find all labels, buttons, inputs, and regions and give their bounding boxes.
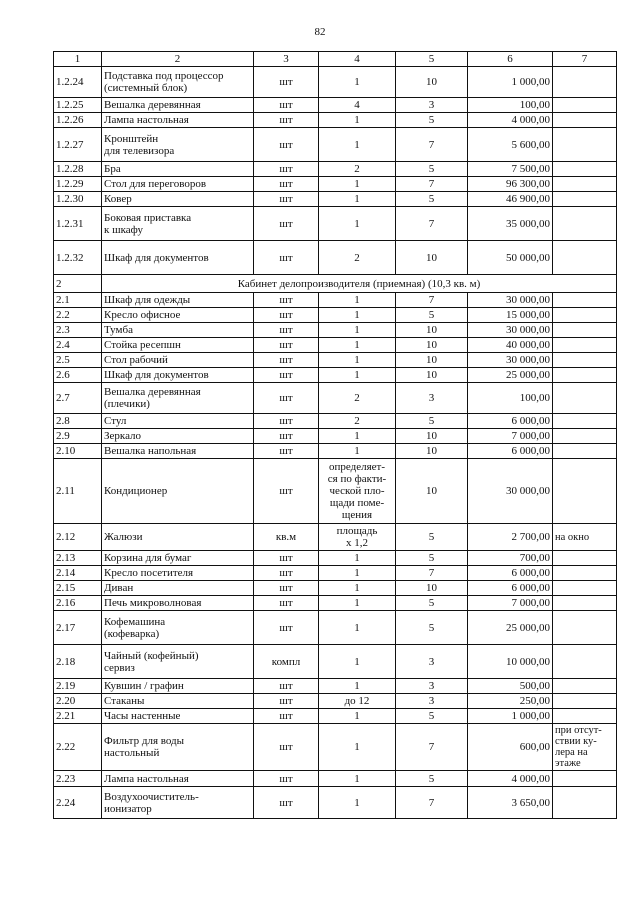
cell-note xyxy=(553,444,617,459)
cell-qty: 2 xyxy=(319,383,396,414)
cell-num: 1.2.31 xyxy=(54,207,102,241)
cell-price: 25 000,00 xyxy=(468,368,553,383)
cell-note xyxy=(553,787,617,819)
cell-qty: 1 xyxy=(319,368,396,383)
cell-num: 2.13 xyxy=(54,551,102,566)
cell-note xyxy=(553,368,617,383)
cell-name: Стол для переговоров xyxy=(102,177,254,192)
table-row xyxy=(54,596,617,611)
cell-note xyxy=(553,128,617,162)
cell-price: 5 600,00 xyxy=(468,128,553,162)
cell-price: 30 000,00 xyxy=(468,459,553,524)
cell-name: Стул xyxy=(102,414,254,429)
table-row xyxy=(54,444,617,459)
cell-name: Кресло офисное xyxy=(102,308,254,323)
table-row xyxy=(54,162,617,177)
cell-num: 2.1 xyxy=(54,293,102,308)
cell-name: Шкаф для документов xyxy=(102,241,254,275)
cell-unit: шт xyxy=(254,177,319,192)
cell-num: 2.19 xyxy=(54,679,102,694)
cell-years: 7 xyxy=(396,207,468,241)
cell-note xyxy=(553,771,617,787)
section-row xyxy=(54,275,617,293)
cell-unit: шт xyxy=(254,596,319,611)
table-row xyxy=(54,241,617,275)
column-header: 6 xyxy=(468,52,553,67)
cell-num: 2.8 xyxy=(54,414,102,429)
cell-num: 1.2.28 xyxy=(54,162,102,177)
cell-price: 7 500,00 xyxy=(468,162,553,177)
cell-qty: 1 xyxy=(319,679,396,694)
cell-note xyxy=(553,353,617,368)
cell-price: 10 000,00 xyxy=(468,645,553,679)
cell-note xyxy=(553,709,617,724)
cell-qty: 1 xyxy=(319,207,396,241)
cell-note xyxy=(553,645,617,679)
cell-qty: 1 xyxy=(319,192,396,207)
cell-years: 3 xyxy=(396,383,468,414)
cell-price: 96 300,00 xyxy=(468,177,553,192)
cell-qty: 1 xyxy=(319,293,396,308)
cell-num: 2.22 xyxy=(54,724,102,771)
cell-price: 30 000,00 xyxy=(468,323,553,338)
cell-price: 6 000,00 xyxy=(468,414,553,429)
cell-price: 100,00 xyxy=(468,98,553,113)
cell-years: 10 xyxy=(396,353,468,368)
cell-unit: шт xyxy=(254,694,319,709)
column-header: 1 xyxy=(54,52,102,67)
cell-unit: шт xyxy=(254,414,319,429)
table-row xyxy=(54,128,617,162)
table-row xyxy=(54,207,617,241)
cell-price: 6 000,00 xyxy=(468,566,553,581)
cell-unit: шт xyxy=(254,338,319,353)
cell-years: 10 xyxy=(396,323,468,338)
cell-name: Вешалка напольная xyxy=(102,444,254,459)
cell-unit: шт xyxy=(254,771,319,787)
cell-num: 1.2.25 xyxy=(54,98,102,113)
table-row xyxy=(54,724,617,771)
cell-name: Жалюзи xyxy=(102,524,254,551)
section-number: 2 xyxy=(54,275,102,293)
table-row xyxy=(54,694,617,709)
cell-qty: 1 xyxy=(319,566,396,581)
cell-name: Печь микроволновая xyxy=(102,596,254,611)
cell-years: 10 xyxy=(396,444,468,459)
cell-unit: шт xyxy=(254,128,319,162)
cell-price: 500,00 xyxy=(468,679,553,694)
cell-price: 50 000,00 xyxy=(468,241,553,275)
cell-num: 2.4 xyxy=(54,338,102,353)
cell-years: 7 xyxy=(396,787,468,819)
cell-price: 700,00 xyxy=(468,551,553,566)
cell-unit: шт xyxy=(254,709,319,724)
cell-qty: 1 xyxy=(319,596,396,611)
column-header: 7 xyxy=(553,52,617,67)
cell-price: 46 900,00 xyxy=(468,192,553,207)
cell-qty: 1 xyxy=(319,113,396,128)
cell-qty: 1 xyxy=(319,724,396,771)
cell-name: Вешалка деревянная (плечики) xyxy=(102,383,254,414)
cell-num: 2.23 xyxy=(54,771,102,787)
cell-years: 7 xyxy=(396,724,468,771)
cell-years: 5 xyxy=(396,771,468,787)
cell-price: 6 000,00 xyxy=(468,444,553,459)
cell-price: 25 000,00 xyxy=(468,611,553,645)
cell-price: 7 000,00 xyxy=(468,429,553,444)
cell-name: Лампа настольная xyxy=(102,771,254,787)
cell-note xyxy=(553,694,617,709)
table-row xyxy=(54,414,617,429)
cell-note xyxy=(553,338,617,353)
cell-years: 10 xyxy=(396,338,468,353)
table-row xyxy=(54,383,617,414)
cell-num: 1.2.32 xyxy=(54,241,102,275)
table-row xyxy=(54,113,617,128)
cell-unit: шт xyxy=(254,459,319,524)
cell-unit: шт xyxy=(254,207,319,241)
cell-num: 2.9 xyxy=(54,429,102,444)
cell-note xyxy=(553,566,617,581)
cell-unit: шт xyxy=(254,241,319,275)
cell-note xyxy=(553,581,617,596)
cell-num: 2.6 xyxy=(54,368,102,383)
cell-note xyxy=(553,192,617,207)
cell-qty: 2 xyxy=(319,162,396,177)
table-row xyxy=(54,429,617,444)
cell-price: 30 000,00 xyxy=(468,353,553,368)
table-row xyxy=(54,293,617,308)
cell-price: 40 000,00 xyxy=(468,338,553,353)
cell-price: 3 650,00 xyxy=(468,787,553,819)
cell-unit: кв.м xyxy=(254,524,319,551)
cell-years: 10 xyxy=(396,581,468,596)
cell-years: 7 xyxy=(396,177,468,192)
cell-unit: шт xyxy=(254,566,319,581)
cell-name: Ковер xyxy=(102,192,254,207)
cell-name: Фильтр для воды настольный xyxy=(102,724,254,771)
cell-qty: 1 xyxy=(319,323,396,338)
cell-years: 3 xyxy=(396,98,468,113)
cell-price: 4 000,00 xyxy=(468,771,553,787)
cell-name: Кресло посетителя xyxy=(102,566,254,581)
cell-unit: шт xyxy=(254,308,319,323)
table-row xyxy=(54,771,617,787)
cell-years: 10 xyxy=(396,459,468,524)
cell-num: 2.2 xyxy=(54,308,102,323)
cell-years: 5 xyxy=(396,611,468,645)
column-header: 5 xyxy=(396,52,468,67)
table-row xyxy=(54,368,617,383)
table-row xyxy=(54,308,617,323)
cell-qty: определяет- ся по факти- ческой пло- щади поме- щения xyxy=(319,459,396,524)
table-row xyxy=(54,611,617,645)
cell-qty: 1 xyxy=(319,429,396,444)
cell-note xyxy=(553,323,617,338)
cell-qty: 2 xyxy=(319,414,396,429)
cell-note xyxy=(553,459,617,524)
cell-unit: шт xyxy=(254,383,319,414)
cell-name: Воздухоочиститель- ионизатор xyxy=(102,787,254,819)
cell-qty: 1 xyxy=(319,709,396,724)
cell-num: 2.20 xyxy=(54,694,102,709)
cell-name: Боковая приставка к шкафу xyxy=(102,207,254,241)
cell-name: Бра xyxy=(102,162,254,177)
cell-qty: 1 xyxy=(319,177,396,192)
cell-note: при отсут- ствии ку- лера на этаже xyxy=(553,724,617,771)
table-row xyxy=(54,645,617,679)
cell-years: 5 xyxy=(396,162,468,177)
cell-unit: шт xyxy=(254,323,319,338)
cell-price: 100,00 xyxy=(468,383,553,414)
column-number-row xyxy=(54,52,617,67)
cell-note xyxy=(553,67,617,98)
cell-unit: шт xyxy=(254,551,319,566)
table-row xyxy=(54,192,617,207)
cell-num: 2.16 xyxy=(54,596,102,611)
cell-note xyxy=(553,414,617,429)
cell-note: на окно xyxy=(553,524,617,551)
cell-name: Шкаф для документов xyxy=(102,368,254,383)
cell-num: 2.12 xyxy=(54,524,102,551)
cell-unit: шт xyxy=(254,162,319,177)
cell-qty: 1 xyxy=(319,581,396,596)
cell-num: 2.21 xyxy=(54,709,102,724)
cell-name: Кофемашина (кофеварка) xyxy=(102,611,254,645)
table-row xyxy=(54,551,617,566)
cell-years: 3 xyxy=(396,694,468,709)
cell-note xyxy=(553,611,617,645)
cell-note xyxy=(553,596,617,611)
cell-unit: шт xyxy=(254,611,319,645)
cell-name: Кондиционер xyxy=(102,459,254,524)
cell-price: 4 000,00 xyxy=(468,113,553,128)
cell-name: Лампа настольная xyxy=(102,113,254,128)
table-row xyxy=(54,353,617,368)
cell-num: 2.18 xyxy=(54,645,102,679)
cell-num: 1.2.27 xyxy=(54,128,102,162)
cell-unit: шт xyxy=(254,113,319,128)
cell-num: 2.3 xyxy=(54,323,102,338)
furniture-norms-table xyxy=(53,51,617,819)
table-row xyxy=(54,323,617,338)
cell-years: 3 xyxy=(396,679,468,694)
cell-unit: шт xyxy=(254,724,319,771)
cell-note xyxy=(553,383,617,414)
cell-years: 5 xyxy=(396,113,468,128)
cell-name: Вешалка деревянная xyxy=(102,98,254,113)
cell-num: 2.11 xyxy=(54,459,102,524)
cell-qty: 1 xyxy=(319,338,396,353)
cell-qty: 1 xyxy=(319,128,396,162)
cell-num: 2.24 xyxy=(54,787,102,819)
cell-price: 2 700,00 xyxy=(468,524,553,551)
cell-years: 5 xyxy=(396,524,468,551)
cell-unit: шт xyxy=(254,368,319,383)
cell-price: 1 000,00 xyxy=(468,67,553,98)
cell-note xyxy=(553,308,617,323)
cell-note xyxy=(553,177,617,192)
cell-years: 5 xyxy=(396,308,468,323)
column-header: 3 xyxy=(254,52,319,67)
column-header: 4 xyxy=(319,52,396,67)
cell-years: 10 xyxy=(396,67,468,98)
cell-unit: шт xyxy=(254,679,319,694)
cell-qty: площадь х 1,2 xyxy=(319,524,396,551)
cell-years: 5 xyxy=(396,192,468,207)
cell-note xyxy=(553,293,617,308)
table-row xyxy=(54,524,617,551)
cell-name: Кувшин / графин xyxy=(102,679,254,694)
cell-qty: 4 xyxy=(319,98,396,113)
cell-name: Тумба xyxy=(102,323,254,338)
cell-unit: компл xyxy=(254,645,319,679)
cell-note xyxy=(553,429,617,444)
cell-unit: шт xyxy=(254,444,319,459)
cell-qty: 1 xyxy=(319,645,396,679)
cell-qty: до 12 xyxy=(319,694,396,709)
cell-unit: шт xyxy=(254,353,319,368)
cell-price: 1 000,00 xyxy=(468,709,553,724)
table-row xyxy=(54,679,617,694)
section-title: Кабинет делопроизводителя (приемная) (10,3 кв. м) xyxy=(102,275,617,293)
cell-name: Стол рабочий xyxy=(102,353,254,368)
cell-years: 5 xyxy=(396,596,468,611)
cell-years: 7 xyxy=(396,293,468,308)
table-row xyxy=(54,787,617,819)
cell-price: 6 000,00 xyxy=(468,581,553,596)
cell-note xyxy=(553,113,617,128)
cell-num: 1.2.24 xyxy=(54,67,102,98)
cell-price: 600,00 xyxy=(468,724,553,771)
cell-name: Стойка ресепшн xyxy=(102,338,254,353)
cell-years: 3 xyxy=(396,645,468,679)
cell-years: 5 xyxy=(396,709,468,724)
cell-name: Стаканы xyxy=(102,694,254,709)
cell-qty: 1 xyxy=(319,787,396,819)
cell-price: 35 000,00 xyxy=(468,207,553,241)
table-row xyxy=(54,177,617,192)
cell-unit: шт xyxy=(254,787,319,819)
cell-unit: шт xyxy=(254,67,319,98)
cell-qty: 1 xyxy=(319,771,396,787)
cell-years: 5 xyxy=(396,414,468,429)
cell-num: 2.5 xyxy=(54,353,102,368)
cell-num: 1.2.26 xyxy=(54,113,102,128)
cell-num: 2.10 xyxy=(54,444,102,459)
cell-qty: 1 xyxy=(319,353,396,368)
cell-note xyxy=(553,551,617,566)
cell-num: 2.7 xyxy=(54,383,102,414)
cell-note xyxy=(553,162,617,177)
cell-num: 2.14 xyxy=(54,566,102,581)
table-row xyxy=(54,98,617,113)
cell-num: 2.15 xyxy=(54,581,102,596)
cell-qty: 1 xyxy=(319,611,396,645)
cell-price: 250,00 xyxy=(468,694,553,709)
cell-price: 15 000,00 xyxy=(468,308,553,323)
cell-name: Подставка под процессор (системный блок) xyxy=(102,67,254,98)
cell-name: Шкаф для одежды xyxy=(102,293,254,308)
cell-unit: шт xyxy=(254,192,319,207)
cell-qty: 2 xyxy=(319,241,396,275)
page-number: 82 xyxy=(314,26,326,38)
table-row xyxy=(54,67,617,98)
cell-name: Зеркало xyxy=(102,429,254,444)
table-row xyxy=(54,581,617,596)
cell-note xyxy=(553,98,617,113)
cell-num: 1.2.30 xyxy=(54,192,102,207)
cell-num: 1.2.29 xyxy=(54,177,102,192)
cell-years: 10 xyxy=(396,429,468,444)
cell-name: Диван xyxy=(102,581,254,596)
cell-price: 30 000,00 xyxy=(468,293,553,308)
cell-years: 5 xyxy=(396,551,468,566)
cell-note xyxy=(553,207,617,241)
cell-name: Кронштейн для телевизора xyxy=(102,128,254,162)
cell-note xyxy=(553,679,617,694)
cell-years: 7 xyxy=(396,566,468,581)
cell-name: Чайный (кофейный) сервиз xyxy=(102,645,254,679)
cell-name: Часы настенные xyxy=(102,709,254,724)
cell-unit: шт xyxy=(254,581,319,596)
table-row xyxy=(54,709,617,724)
table-row xyxy=(54,459,617,524)
cell-qty: 1 xyxy=(319,444,396,459)
table-row xyxy=(54,338,617,353)
cell-qty: 1 xyxy=(319,551,396,566)
cell-qty: 1 xyxy=(319,308,396,323)
cell-name: Корзина для бумаг xyxy=(102,551,254,566)
cell-unit: шт xyxy=(254,98,319,113)
cell-unit: шт xyxy=(254,293,319,308)
cell-unit: шт xyxy=(254,429,319,444)
cell-note xyxy=(553,241,617,275)
cell-qty: 1 xyxy=(319,67,396,98)
column-header: 2 xyxy=(102,52,254,67)
cell-price: 7 000,00 xyxy=(468,596,553,611)
cell-years: 10 xyxy=(396,241,468,275)
cell-years: 10 xyxy=(396,368,468,383)
cell-num: 2.17 xyxy=(54,611,102,645)
table-row xyxy=(54,566,617,581)
cell-years: 7 xyxy=(396,128,468,162)
